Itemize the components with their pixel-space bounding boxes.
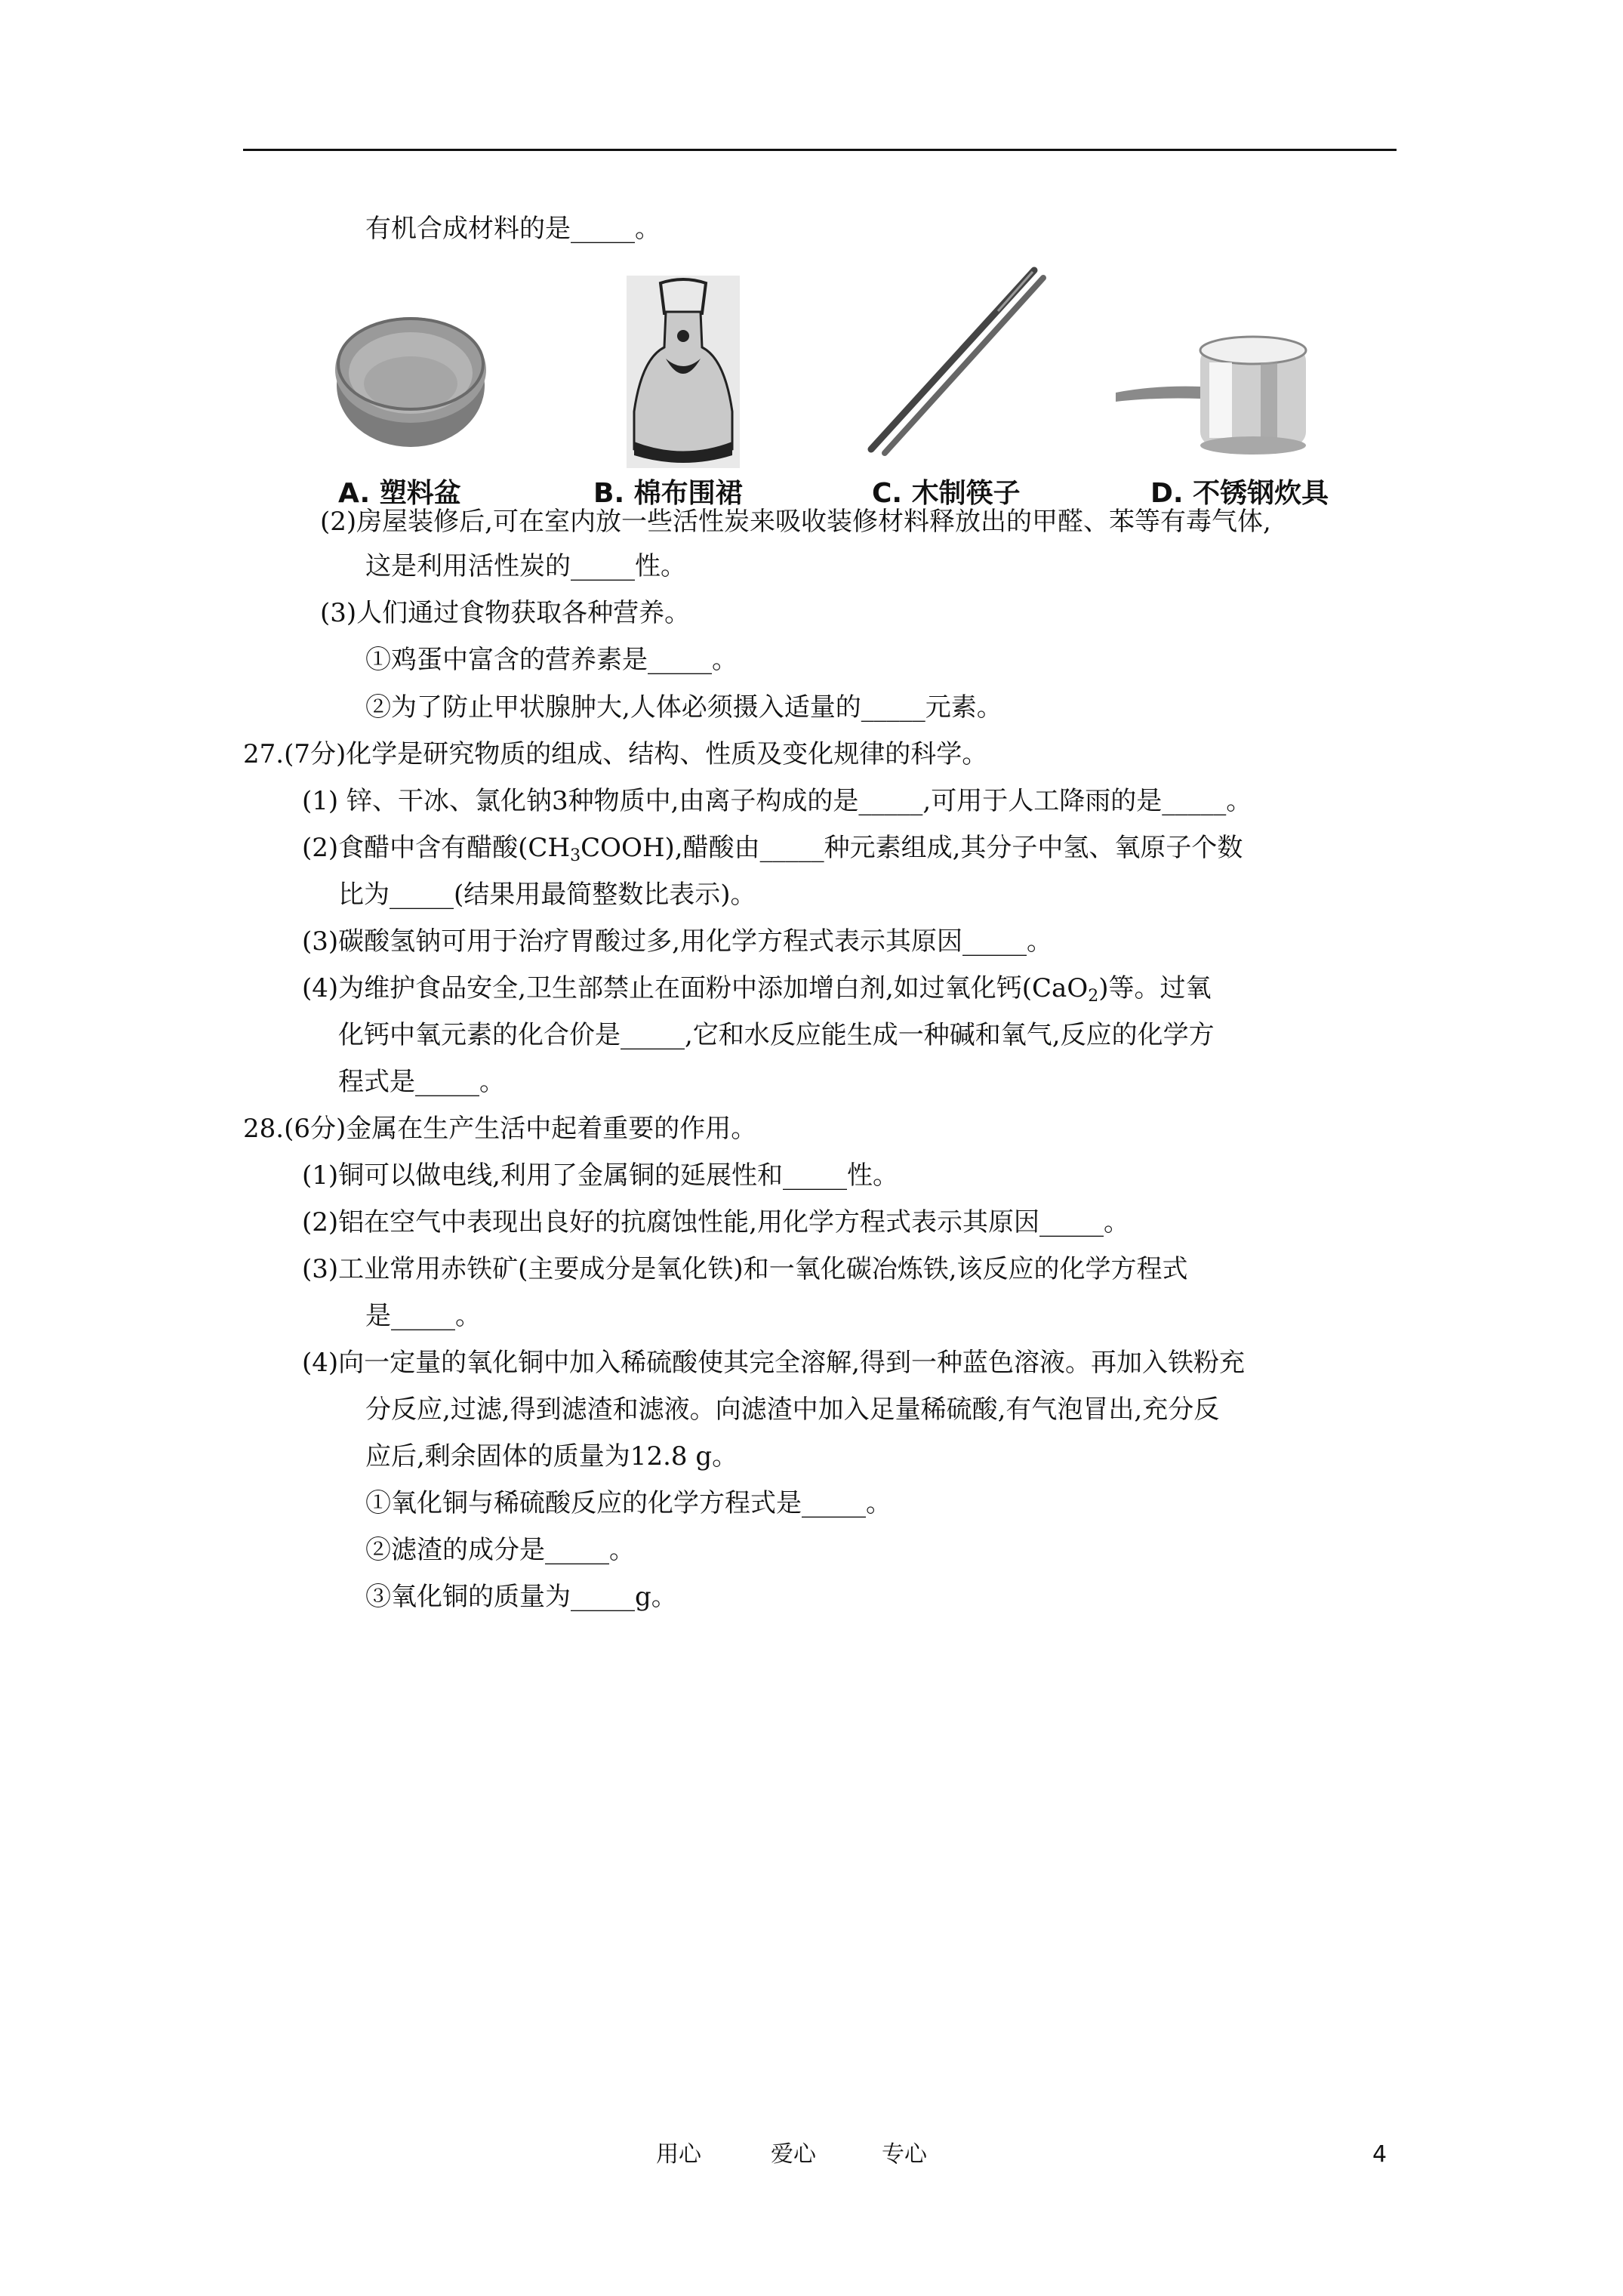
q28-4-sub1: ①氧化铜与稀硫酸反应的化学方程式是_____。: [365, 1488, 892, 1518]
q27-2-line2: 比为_____(结果用最简整数比表示)。: [338, 880, 756, 910]
q26-3-stem: (3)人们通过食物获取各种营养。: [320, 598, 691, 628]
q28-1: (1)铜可以做电线,利用了金属铜的延展性和_____性。: [302, 1160, 898, 1191]
q27-stem: 27.(7分)化学是研究物质的组成、结构、性质及变化规律的科学。: [243, 739, 988, 769]
q27-1: (1) 锌、干冰、氯化钠3种物质中,由离子构成的是_____,可用于人工降雨的是_____。: [302, 786, 1252, 816]
q28-3-line1: (3)工业常用赤铁矿(主要成分是氧化铁)和一氧化碳冶炼铁,该反应的化学方程式: [302, 1254, 1188, 1284]
q28-4-line2: 分反应,过滤,得到滤渣和滤液。向滤渣中加入足量稀硫酸,有气泡冒出,充分反: [365, 1395, 1220, 1425]
q27-4-line3: 程式是_____。: [338, 1067, 505, 1097]
q27-2-line1: (2)食醋中含有醋酸$(CH_3COOH)$,醋酸由_____种元素组成,其分子中氢、氧原子个数: [302, 833, 1243, 865]
q26-3-sub2: ②为了防止甲状腺肿大,人体必须摄入适量的_____元素。: [365, 692, 1002, 723]
q26-1-tail: 有机合成材料的是_____。: [365, 214, 661, 244]
q27-3: (3)碳酸氢钠可用于治疗胃酸过多,用化学方程式表示其原因_____。: [302, 926, 1052, 957]
plastic-basin-image: [332, 300, 489, 451]
q28-4-line3: 应后,剩余固体的质量为12.8 g。: [365, 1441, 738, 1472]
footer-text-3: 专心: [882, 2141, 927, 2168]
q26-2-line2: 这是利用活性炭的_____性。: [365, 551, 686, 581]
q28-4-sub3: ③氧化铜的质量为_____g。: [365, 1582, 677, 1612]
header-rule: [243, 149, 1397, 151]
q26-2-line1: (2)房屋装修后,可在室内放一些活性炭来吸收装修材料释放出的甲醛、苯等有毒气体,: [320, 507, 1271, 537]
option-c-label: C. 木制筷子: [872, 478, 1021, 509]
q28-4-sub2: ②滤渣的成分是_____。: [365, 1535, 635, 1565]
option-a-label: A. 塑料盆: [338, 478, 461, 509]
q27-4-line1: (4)为维护食品安全,卫生部禁止在面粉中添加增白剂,如过氧化钙(CaO$_2$)等。过氧: [302, 973, 1212, 1006]
option-b-label: B. 棉布围裙: [593, 478, 743, 509]
q28-2: (2)铝在空气中表现出良好的抗腐蚀性能,用化学方程式表示其原因_____。: [302, 1207, 1129, 1237]
stainless-steel-pot-image: [1110, 332, 1313, 461]
option-d-label: D. 不锈钢炊具: [1150, 478, 1329, 509]
cotton-apron-image: [627, 276, 740, 468]
footer-text-2: 爱心: [771, 2141, 816, 2168]
q28-3-line2: 是_____。: [365, 1301, 481, 1331]
q28-stem: 28.(6分)金属在生产生活中起着重要的作用。: [243, 1114, 757, 1144]
q27-4-line2: 化钙中氧元素的化合价是_____,它和水反应能生成一种碱和氧气,反应的化学方: [338, 1020, 1215, 1050]
wooden-chopsticks-image: [862, 264, 1051, 457]
page-number: 4: [1372, 2141, 1387, 2168]
q26-3-sub1: ①鸡蛋中富含的营养素是_____。: [365, 645, 738, 675]
footer-text-1: 用心: [656, 2141, 701, 2168]
q28-4-line1: (4)向一定量的氧化铜中加入稀硫酸使其完全溶解,得到一种蓝色溶液。再加入铁粉充: [302, 1348, 1245, 1378]
